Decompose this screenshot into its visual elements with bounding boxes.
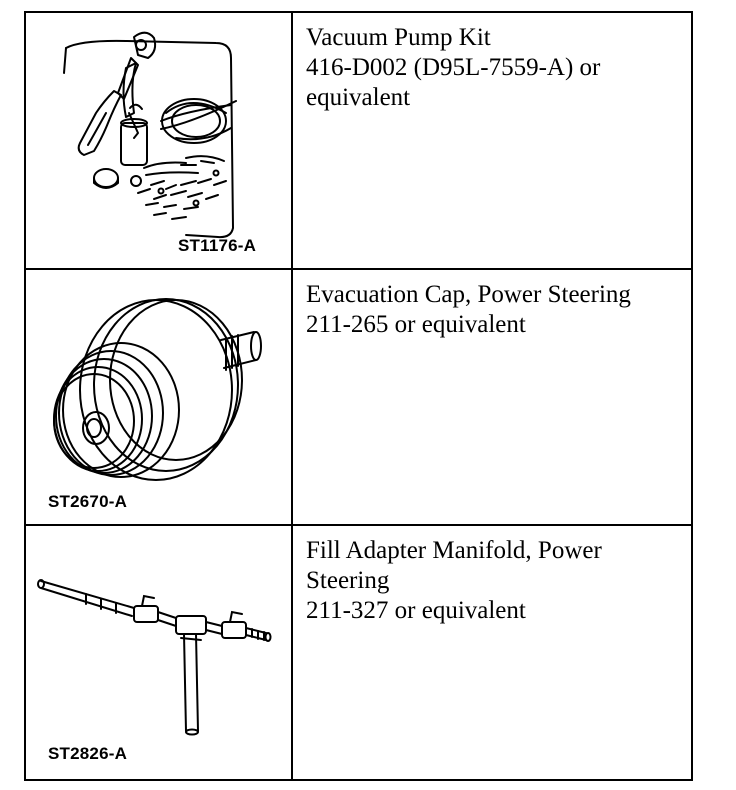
evacuation-cap-icon <box>26 270 293 526</box>
fill-adapter-manifold-icon <box>26 526 293 779</box>
tool-description-cell <box>293 526 691 779</box>
tool-description-line: 211-265 or equivalent <box>306 311 526 338</box>
tool-row-evacuation-cap <box>26 270 691 526</box>
tool-description-cell <box>293 13 691 268</box>
vacuum-pump-kit-icon <box>26 13 293 270</box>
tool-description-line: Fill Adapter Manifold, Power <box>306 537 602 564</box>
tool-description-line: Evacuation Cap, Power Steering <box>306 281 631 308</box>
tool-illustration-cell <box>26 270 293 524</box>
tool-description-line: 416-D002 (D95L-7559-A) or <box>306 54 601 81</box>
tool-illustration-cell <box>26 526 293 779</box>
special-tools-table <box>24 11 693 781</box>
figure-code: ST1176-A <box>178 236 257 255</box>
tool-illustration-cell <box>26 13 293 268</box>
tool-description <box>306 536 602 626</box>
tool-description <box>306 23 600 113</box>
tool-description-line: equivalent <box>306 84 411 111</box>
tool-description <box>306 280 631 340</box>
tool-description-cell <box>293 270 691 524</box>
tool-row-fill-adapter-manifold <box>26 526 691 779</box>
figure-code: ST2670-A <box>48 492 128 511</box>
tool-description-line: Steering <box>306 567 390 594</box>
tool-description-line: 211-327 or equivalent <box>306 597 526 624</box>
figure-code: ST2826-A <box>48 744 128 763</box>
tool-description-line: Vacuum Pump Kit <box>306 24 491 51</box>
tool-row-vacuum-pump-kit <box>26 13 691 270</box>
